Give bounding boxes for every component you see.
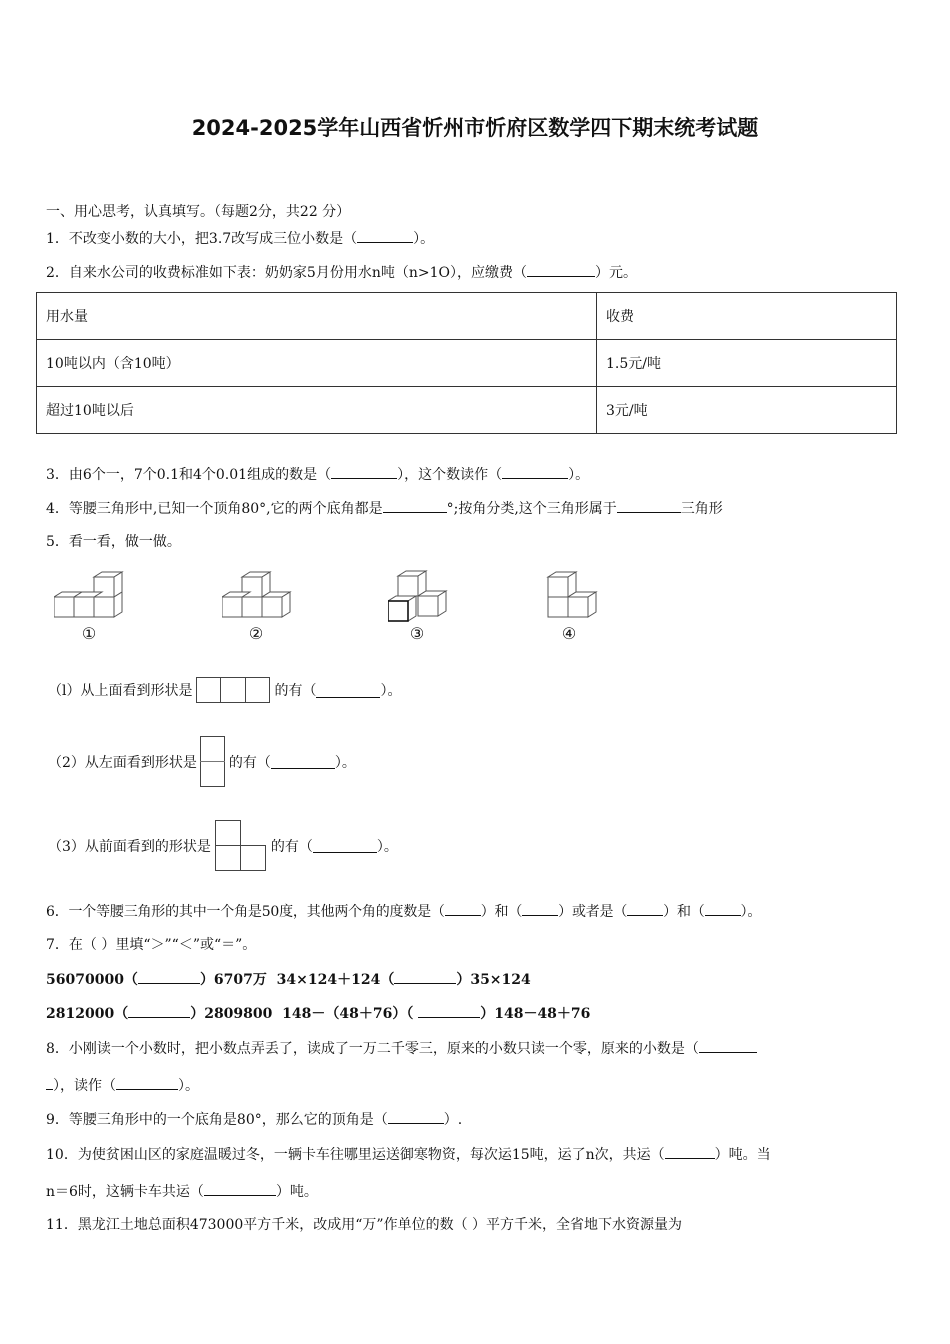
q9-text: 9．等腰三角形中的一个底角是80°，那么它的顶角是（	[46, 1112, 388, 1128]
question-1	[46, 228, 434, 249]
sub2-text-end: ）。	[334, 754, 356, 771]
q10-text-2: n＝6时，这辆卡车共运（	[46, 1184, 204, 1200]
q6-text-2: ）和（	[480, 904, 523, 920]
q7-r1-d: ）35×124	[456, 972, 531, 988]
q7-r2-d: ）148－48＋76	[480, 1006, 591, 1022]
left-view-shape	[200, 736, 226, 787]
q1-text: 1．不改变小数的大小，把3.7改写成三位小数是（	[46, 231, 358, 247]
table-cell: 10吨以内（含10吨）	[37, 340, 597, 387]
q7-r2-blank-2[interactable]	[418, 1003, 480, 1018]
q2-text: 2．自来水公司的收费标准如下表：奶奶家5月份用水n吨（n>1O），应缴费（	[46, 265, 527, 281]
q6-blank-4[interactable]	[705, 901, 741, 916]
table-cell: 超过10吨以后	[37, 387, 597, 434]
q8-text: 8．小刚读一个小数时，把小数点弄丢了，读成了一万二千零三，原来的小数只读一个零，原来的小数是（	[46, 1041, 699, 1057]
question-2	[46, 262, 637, 283]
q4-text-mid: °;按角分类,这个三角形属于	[446, 501, 617, 517]
front-view-shape	[215, 820, 267, 871]
table-row	[37, 387, 897, 434]
q4-type-blank[interactable]	[617, 498, 681, 513]
question-3	[46, 464, 589, 485]
q8-text-2: ），读作（	[53, 1078, 116, 1094]
q9-answer-blank[interactable]	[388, 1109, 444, 1124]
q5-subquestion-3	[48, 820, 398, 871]
sub3-text-end: ）。	[376, 838, 398, 855]
q9-text-end: ）.	[443, 1112, 463, 1128]
table-row	[37, 340, 897, 387]
q1-answer-blank[interactable]	[357, 228, 413, 243]
q10-text-end: ）吨。	[275, 1184, 318, 1200]
cube-figure-2	[222, 570, 302, 622]
q1-text-end: ）。	[413, 231, 435, 247]
sub1-answer-blank[interactable]	[316, 683, 380, 698]
sub1-text-end: ）。	[380, 683, 402, 699]
table-cell: 1.5元/吨	[597, 340, 897, 387]
question-11: 11．黑龙江土地总面积473000平方千米，改成用“万”作单位的数（ ）平方千米，全省地下水资源量为	[46, 1217, 683, 1233]
question-7: 7．在（ ）里填“＞”“＜”或“＝”。	[46, 937, 257, 953]
table-header-cell: 用水量	[37, 293, 597, 340]
q6-blank-2[interactable]	[522, 901, 558, 916]
page-title: 2024-2025学年山西省忻州市忻府区数学四下期末统考试题	[191, 116, 759, 140]
q8-decimal-blank-cont[interactable]	[46, 1075, 53, 1090]
question-4	[46, 498, 723, 519]
figure-label-2: ②	[248, 624, 264, 643]
q7-r1-a: 56070000（	[46, 972, 138, 988]
q7-r2-a: 2812000（	[46, 1006, 129, 1022]
water-fee-table	[36, 292, 897, 434]
question-9	[46, 1109, 462, 1130]
top-view-shape	[196, 677, 270, 703]
cube-figure-3	[388, 570, 468, 622]
q10-text: 10．为使贫困山区的家庭温暖过冬，一辆卡车往哪里运送御寒物资，每次运15吨，运了n次，共运（	[46, 1147, 665, 1163]
q4-angle-blank[interactable]	[383, 498, 447, 513]
q6-text-5: ）。	[740, 904, 762, 920]
sub1-text: （l）从上面看到形状是	[48, 683, 193, 699]
q2-answer-blank[interactable]	[527, 262, 595, 277]
question-8-line-1	[46, 1038, 757, 1059]
q10-total-blank[interactable]	[204, 1181, 276, 1196]
section-heading: 一、用心思考，认真填写。（每题2分，共22 分）	[46, 204, 351, 220]
q7-row-1	[46, 969, 531, 990]
q2-text-end: ）元。	[594, 265, 637, 281]
sub3-text: （3）从前面看到的形状是	[48, 838, 211, 855]
table-header-row	[37, 293, 897, 340]
table-cell: 3元/吨	[597, 387, 897, 434]
question-10-line-1	[46, 1144, 771, 1165]
question-8-line-2	[46, 1075, 199, 1096]
q7-r1-b: ）6707万	[199, 972, 267, 988]
q6-text-3: ）或者是（	[558, 904, 628, 920]
q6-blank-1[interactable]	[445, 901, 481, 916]
q7-r1-blank-1[interactable]	[138, 969, 200, 984]
cube-figures	[50, 570, 630, 650]
q5-subquestion-2	[48, 736, 356, 787]
q10-expression-blank[interactable]	[665, 1144, 715, 1159]
figure-label-3: ③	[409, 624, 425, 643]
q6-blank-3[interactable]	[627, 901, 663, 916]
q3-text-mid: ），这个数读作（	[397, 467, 503, 483]
q10-text-mid: ）吨。当	[714, 1147, 771, 1163]
q6-text-4: ）和（	[663, 904, 705, 920]
q8-reading-blank[interactable]	[116, 1075, 178, 1090]
figure-label-4: ④	[561, 624, 577, 643]
table-header-cell: 收费	[597, 293, 897, 340]
sub3-answer-blank[interactable]	[313, 838, 377, 853]
q3-number-blank[interactable]	[331, 464, 397, 479]
sub2-text: （2）从左面看到形状是	[48, 754, 197, 771]
cube-figure-1	[54, 570, 134, 622]
q3-text-end: ）。	[568, 467, 590, 483]
q7-r2-c: 148－（48＋76）（	[282, 1006, 419, 1022]
q3-text: 3．由6个一，7个0.1和4个0.01组成的数是（	[46, 467, 332, 483]
q7-r2-blank-1[interactable]	[128, 1003, 190, 1018]
q5-subquestion-1	[48, 677, 401, 703]
figure-label-1: ①	[81, 624, 97, 643]
q4-text: 4．等腰三角形中,已知一个顶角80°,它的两个底角都是	[46, 501, 383, 517]
q8-decimal-blank[interactable]	[699, 1038, 757, 1053]
q6-text: 6．一个等腰三角形的其中一个角是50度，其他两个角的度数是（	[46, 904, 445, 920]
q7-r1-blank-2[interactable]	[394, 969, 456, 984]
q4-text-end: 三角形	[680, 501, 723, 517]
sub1-text-mid: 的有（	[274, 683, 317, 699]
q8-text-end: ）。	[178, 1078, 199, 1094]
question-6	[46, 901, 761, 922]
q7-r2-b: ）2809800	[190, 1006, 273, 1022]
q3-reading-blank[interactable]	[502, 464, 568, 479]
question-10-line-2	[46, 1181, 318, 1202]
q7-row-2	[46, 1003, 590, 1024]
question-5: 5．看一看，做一做。	[46, 534, 181, 550]
sub2-text-mid: 的有（	[228, 754, 271, 771]
sub2-answer-blank[interactable]	[271, 754, 335, 769]
cube-figure-4	[546, 570, 626, 622]
sub3-text-mid: 的有（	[270, 838, 313, 855]
q7-r1-c: 34×124＋124（	[276, 972, 395, 988]
